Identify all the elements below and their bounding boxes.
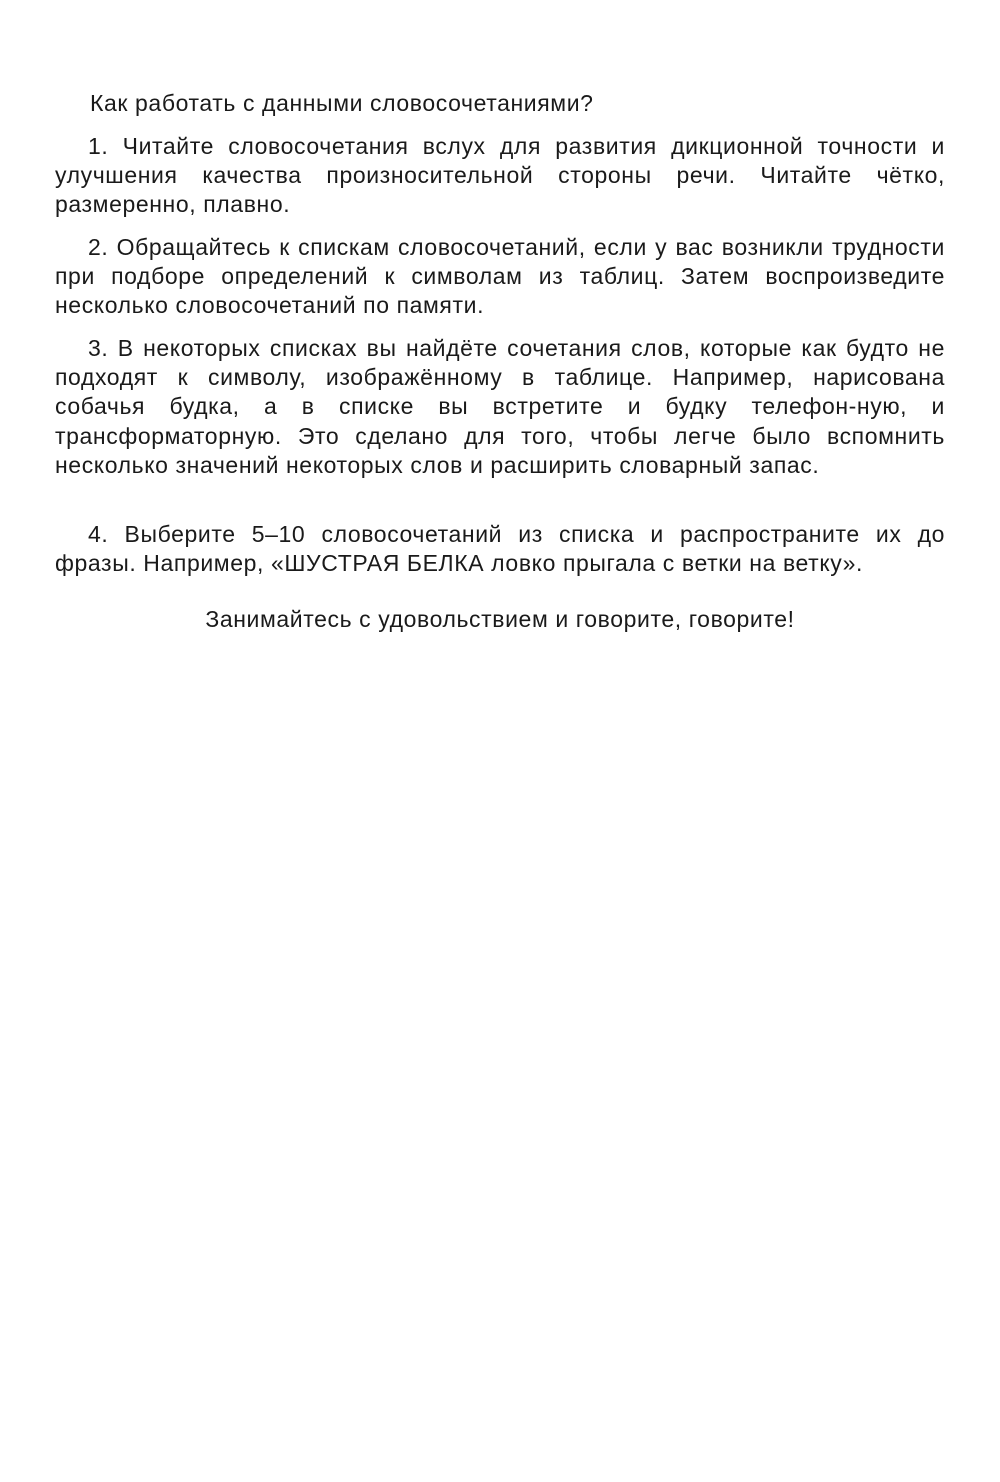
- instruction-paragraph-3: 3. В некоторых списках вы найдёте сочетания слов, которые как будто не подходят к символу, изображённому в таблице. Например, нарисована собачья будка, а в списке вы встретите и будку телефон-ную, и трансформаторную. Это сделано для того, чтобы легче было вспомнить несколько значений некоторых слов и расширить словарный запас.: [55, 335, 945, 478]
- page-heading: Как работать с данными словосочетаниями?: [90, 90, 594, 116]
- closing-line: Занимайтесь с удовольствием и говорите, говорите!: [205, 606, 795, 632]
- instruction-paragraph-1: 1. Читайте словосочетания вслух для развития дикционной точности и улучшения качества произносительной стороны речи. Читайте чётко, размеренно, плавно.: [55, 133, 945, 218]
- instruction-paragraph-4: 4. Выберите 5–10 словосочетаний из списка и распространите их до фразы. Например, «ШУСТРАЯ БЕЛКА ловко прыгала с ветки на ветку».: [55, 521, 945, 577]
- instruction-paragraph-2: 2. Обращайтесь к спискам словосочетаний, если у вас возникли трудности при подборе определений к символам из таблиц. Затем воспроизведите несколько словосочетаний по памяти.: [55, 234, 945, 319]
